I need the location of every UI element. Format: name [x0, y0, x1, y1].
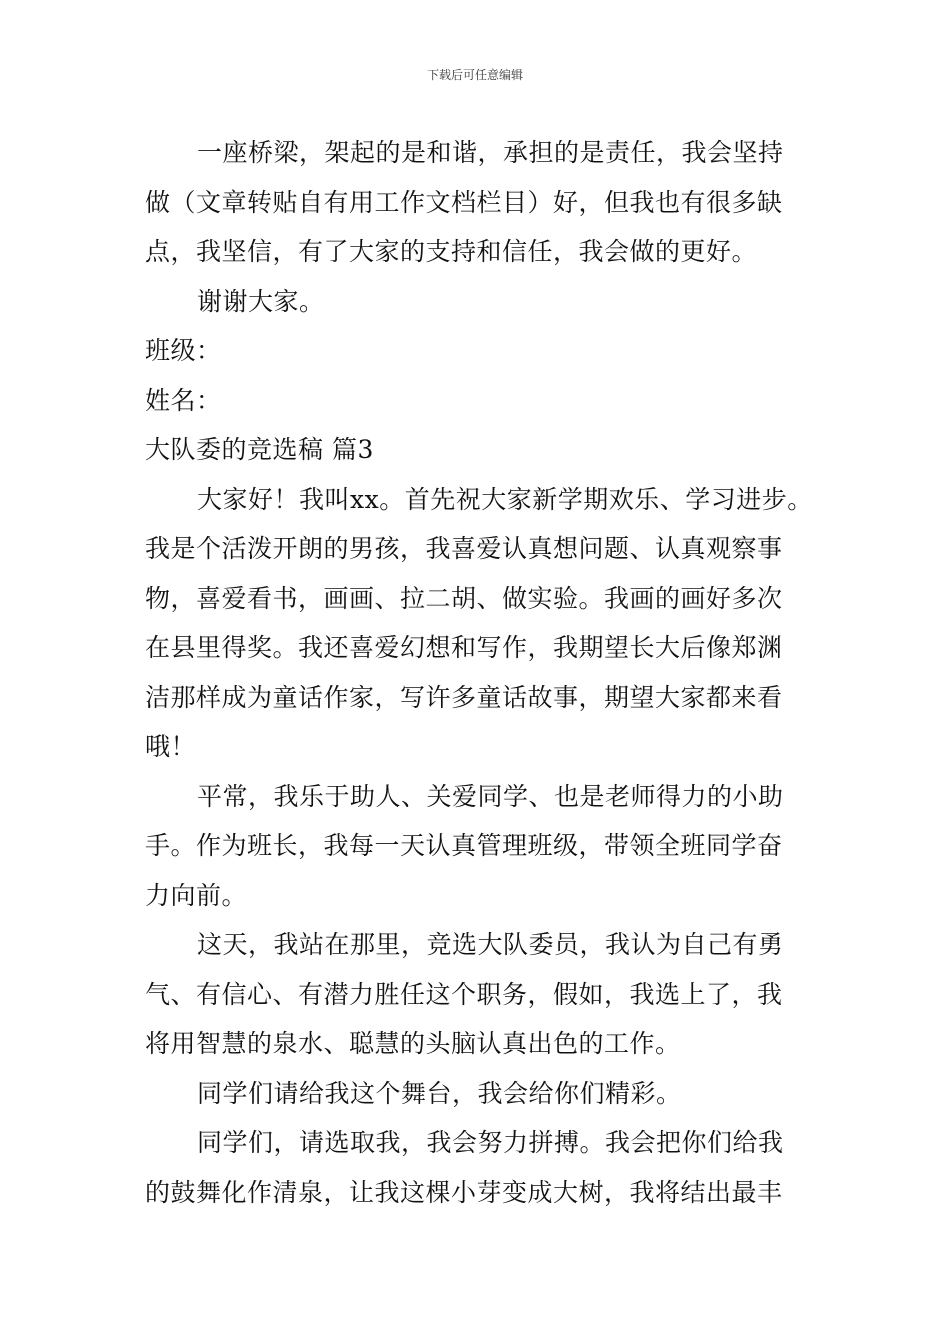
text-line: 物，喜爱看书，画画、拉二胡、做实验。我画的画好多次 — [145, 583, 783, 613]
page-header: 下载后可任意编辑 — [426, 68, 523, 82]
text-line: 力向前。 — [145, 880, 248, 910]
text-line: 大队委的竞选稿 篇3 — [145, 435, 374, 464]
text-line: 这天，我站在那里，竞选大队委员，我认为自己有勇 — [197, 930, 784, 959]
paragraph-helper — [145, 772, 810, 921]
text-line: 同学们，请选取我，我会努力拼搏。我会把你们给我 — [197, 1128, 784, 1157]
text-line: 一座桥梁，架起的是和谐，承担的是责任，我会坚持 — [197, 138, 784, 167]
class-label — [145, 326, 810, 376]
text-line: 哦！ — [145, 732, 197, 761]
section-title — [145, 425, 810, 475]
text-line: 同学们请给我这个舞台，我会给你们精彩。 — [197, 1078, 682, 1108]
name-label — [145, 376, 810, 426]
text-line: 做（文章转贴自有用工作文档栏目）好，但我也有很多缺 — [145, 187, 783, 217]
text-line: 姓名： — [145, 385, 222, 415]
text-line: 谢谢大家。 — [197, 286, 325, 316]
text-line: 在县里得奖。我还喜爱幻想和写作，我期望长大后像郑渊 — [145, 633, 783, 662]
paragraph-closing — [145, 1118, 810, 1217]
text-line: 班级： — [145, 336, 222, 365]
text-line: 气、有信心、有潜力胜任这个职务，假如，我选上了，我 — [145, 979, 783, 1009]
text-line: 的鼓舞化作清泉，让我这棵小芽变成大树，我将结出最丰 — [145, 1177, 783, 1207]
text-line: 手。作为班长，我每一天认真管理班级，带领全班同学奋 — [145, 831, 783, 860]
paragraph-candidacy — [145, 920, 810, 1069]
text-line: 洁那样成为童话作家，写许多童话故事，期望大家都来看 — [145, 682, 783, 712]
paragraph-1 — [145, 128, 810, 277]
text-line: 大家好！我叫xx。首先祝大家新学期欢乐、学习进步。 — [197, 484, 813, 514]
text-line: 我是个活泼开朗的男孩，我喜爱认真想问题、认真观察事 — [145, 534, 783, 563]
text-line: 点，我坚信，有了大家的支持和信任，我会做的更好。 — [145, 237, 758, 266]
document-body — [145, 128, 813, 1217]
text-line: 平常，我乐于助人、关爱同学、也是老师得力的小助 — [197, 781, 784, 811]
paragraph-stage — [145, 1069, 810, 1119]
paragraph-intro — [145, 475, 813, 772]
text-line: 将用智慧的泉水、聪慧的头脑认真出色的工作。 — [145, 1029, 681, 1058]
paragraph-thanks — [145, 277, 810, 327]
